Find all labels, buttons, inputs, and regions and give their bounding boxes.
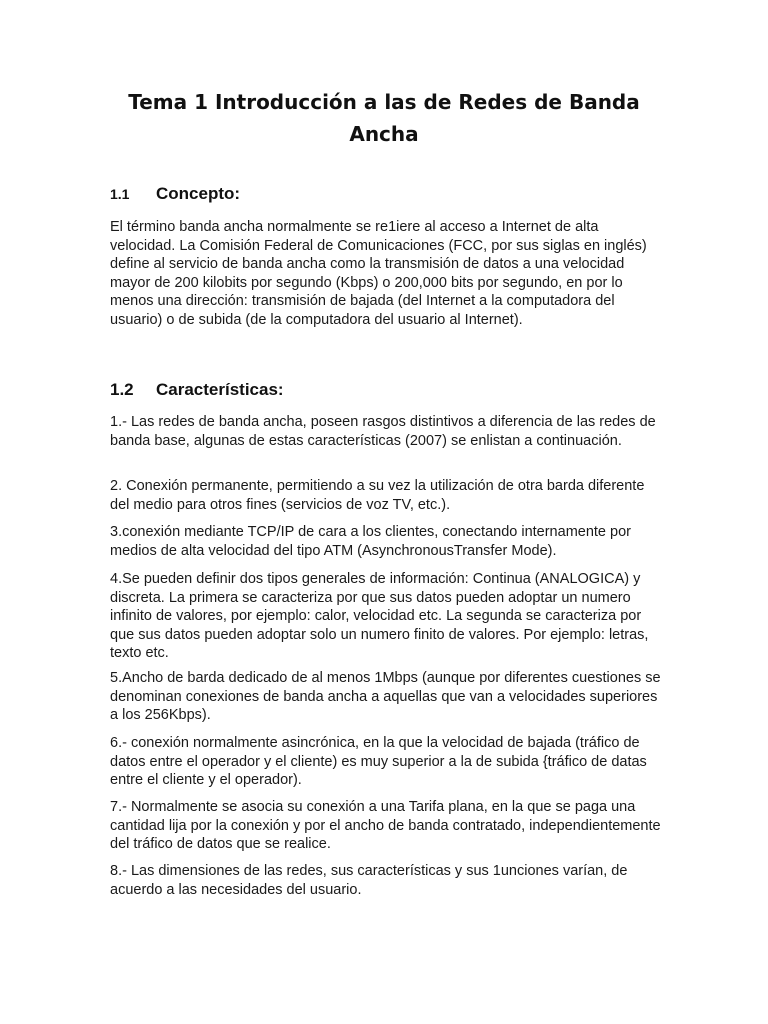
paragraph-item-4: 4.Se pueden definir dos tipos generales de información: Continua (ANALOGICA) y discreta. La primera se caracteriza por que sus datos pueden adoptar un numero infinito de valores, por ejemplo: calor, velocidad etc. La segunda se caracteriza por que sus datos pueden adoptar solo un numero finito de valores. Por ejemplo: letras, texto etc. (110, 571, 649, 662)
paragraph-item-8: 8.- Las dimensiones de las redes, sus características y sus 1unciones varían, de acuerdo a las necesidades del usuario. (110, 863, 628, 898)
section-heading-caracteristicas (110, 380, 284, 400)
section-number: 1.1 (110, 186, 130, 202)
document-title: Tema 1 Introducción a las de Redes de Banda Ancha (128, 90, 640, 146)
paragraph-item-3: 3.conexión mediante TCP/IP de cara a los clientes, conectando internamente por medios de alta velocidad del tipo ATM (AsynchronousTransfer Mode). (110, 524, 631, 559)
section-number: 1.2 (110, 380, 134, 399)
paragraph-item-5: 5.Ancho de barda dedicado de al menos 1Mbps (aunque por diferentes cuestiones se denominan conexiones de banda ancha a aquellas que van a velocidades superiores a los 256Kbps). (110, 670, 661, 724)
paragraph-item-1: 1.- Las redes de banda ancha, poseen rasgos distintivos a diferencia de las redes de banda base, algunas de estas características (2007) se enlistan a continuación. (110, 414, 656, 449)
section-heading-concepto (110, 184, 240, 204)
paragraph-item-2: 2. Conexión permanente, permitiendo a su vez la utilización de otra barda diferente del medio para otros fines (servicios de voz TV, etc.). (110, 478, 645, 513)
paragraph-concepto: El término banda ancha normalmente se re1iere al acceso a Internet de alta velocidad. La Comisión Federal de Comunicaciones (FCC, por sus siglas en inglés) define al servicio de banda ancha como la transmisión de datos a una velocidad mayor de 200 kilobits por segundo (Kbps) o 200,000 bits por segundo, en por lo menos una dirección: transmisión de bajada (del Internet a la computadora del usuario) o de subida (de la computadora del usuario al Internet). (110, 219, 647, 328)
section-title: Características: (156, 380, 284, 399)
paragraph-item-6: 6.- conexión normalmente asincrónica, en la que la velocidad de bajada (tráfico de datos entre el operador y el cliente) es muy superior a la de subida {tráfico de datas entre el cliente y el operador). (110, 735, 647, 789)
paragraph-item-7: 7.- Normalmente se asocia su conexión a una Tarifa plana, en la que se paga una cantidad lija por la conexión y por el ancho de banda contratado, independientemente del tráfico de datos que se realice. (110, 799, 661, 853)
section-title: Concepto: (156, 184, 241, 203)
